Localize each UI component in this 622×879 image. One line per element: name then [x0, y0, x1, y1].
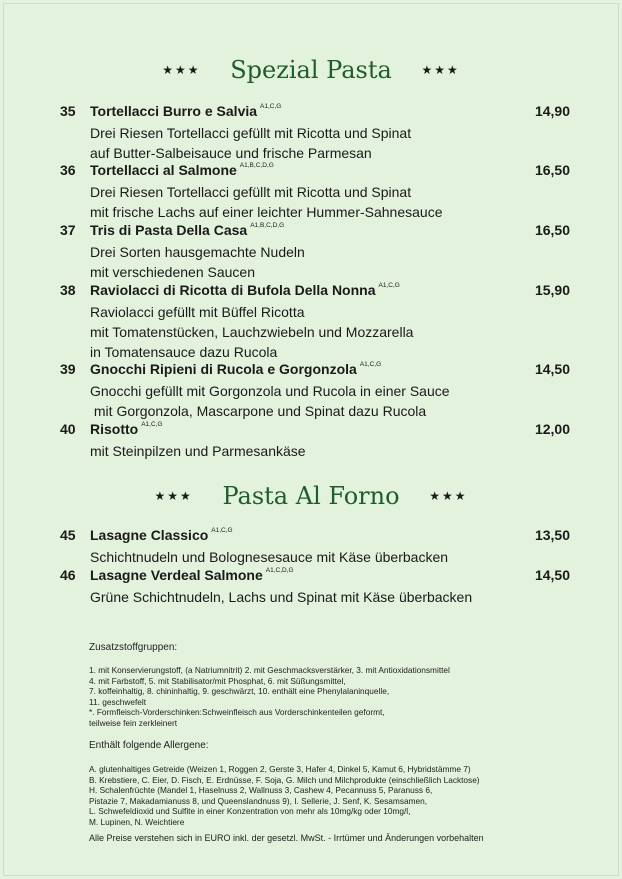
item-price: 14,50 [534, 567, 570, 583]
item-description: Grüne Schichtnudeln, Lachs und Spinat mit Käse überbacken [90, 589, 473, 605]
item-price: 15,90 [534, 282, 570, 298]
stars-right: ★★★ [421, 62, 460, 77]
item-name: Risotto $^{A1,C,G}$ [90, 421, 163, 437]
item-price: 13,50 [534, 527, 570, 543]
item-price: 12,00 [534, 421, 570, 437]
section-heading-spezial-pasta [0, 56, 622, 84]
item-number: 38 [60, 282, 76, 298]
item-price: 14,50 [534, 361, 570, 377]
item-name: Lasagne Classico $^{A1,C,G}$ [90, 527, 233, 543]
allergen-codes: A1,B,C,D,G [250, 222, 285, 229]
price-disclaimer: Alle Preise verstehen sich in EURO inkl. der gesetzl. MwSt. - Irrtümer und Änderungen vorbehalten [89, 833, 484, 843]
stars-left: ★★★ [154, 488, 193, 503]
item-description: Schichtnudeln und Bolognesesauce mit Käse überbacken [90, 549, 449, 565]
item-name: Tris di Pasta Della Casa $^{A1,B,C,D,G}$ [90, 222, 285, 238]
item-name: Raviolacci di Ricotta di Bufola Della Nonna $^{A1,C,G}$ [90, 282, 400, 298]
additives-heading: Zusatzstoffgruppen: [89, 642, 178, 653]
additives-text: 1. mit Konservierungstoff, (a Natriumnitrit) 2. mit Geschmacksverstärker, 3. mit Antioxidationsmittel 4. mit Farbstoff, 5. mit Stabilisator/mit Phosphat, 6. mit Süßungsmittel, 7. koffeinhaltig, 8. chininhaltig, 9. geschwärzt, 10. enthält eine Phenylalaninquelle, 11. geschwefelt *. Formfleisch-Vorderschinken:Schweinfleisch aus Vorderschinkenteilen geformt, teilweise fein zerkleinert [89, 665, 450, 728]
item-number: 37 [60, 222, 76, 238]
stars-right: ★★★ [429, 488, 468, 503]
item-price: 16,50 [534, 162, 570, 178]
allergen-codes: A1,B,C,D,G [239, 162, 274, 169]
section-title: Pasta Al Forno [222, 482, 400, 510]
item-description: mit Steinpilzen und Parmesankäse [90, 443, 306, 459]
allergen-codes: A1,C,D,G [265, 567, 294, 574]
allergens-text: A. glutenhaltiges Getreide (Weizen 1, Roggen 2, Gerste 3, Hafer 4, Dinkel 5, Kamut 6, Hybridstämme 7) B. Krebstiere, C. Eier, D. Fisch, E. Erdnüsse, F. Soja, G. Milch und Milchprodukte (einschließlich Lacktose) H. Schalenfrüchte (Mandel 1, Haselnuss 2, Wallnuss 3, Cashew 4, Pecannuss 5, Paranuss 6, Pistazie 7, Makadamianuss 8, und Queenslandnuss 9), I. Sellerie, J. Senf, K. Sesamsamen, L. Schwefeldioxid und Sulfite in einer Konzentration von mehr als 10mg/kg oder 10mg/l, M. Lupinen, N. Weichtiere [89, 764, 480, 827]
section-title: Spezial Pasta [230, 56, 392, 84]
item-number: 36 [60, 162, 76, 178]
allergen-codes: A1,C,G [359, 361, 382, 368]
item-number: 45 [60, 527, 76, 543]
allergens-heading: Enthält folgende Allergene: [89, 740, 209, 751]
allergen-codes: A1,C,G [211, 527, 233, 534]
item-description: Drei Riesen Tortellacci gefüllt mit Ricotta und Spinat auf Butter-Salbeisauce und frische Parmesan [90, 125, 412, 161]
item-name: Tortellacci Burro e Salvia $^{A1,C,G}$ [90, 103, 282, 119]
item-name: Gnocchi Ripieni di Rucola e Gorgonzola $^{A1,C,G}$ [90, 361, 382, 377]
item-price: 14,90 [534, 103, 570, 119]
item-name: Lasagne Verdeal Salmone $^{A1,C,D,G}$ [90, 567, 294, 583]
item-number: 39 [60, 361, 76, 377]
allergen-codes: A1,C,G [141, 421, 163, 428]
item-number: 40 [60, 421, 76, 437]
item-description: Drei Riesen Tortellacci gefüllt mit Ricotta und Spinat mit frische Lachs auf einer leichter Hummer-Sahnesauce [90, 184, 443, 220]
item-number: 46 [60, 567, 76, 583]
allergen-codes: A1,C,G [378, 282, 400, 289]
item-price: 16,50 [534, 222, 570, 238]
section-heading-pasta-al-forno [0, 482, 622, 510]
stars-left: ★★★ [162, 62, 201, 77]
allergen-codes: A1,C,G [260, 103, 282, 110]
item-description: Gnocchi gefüllt mit Gorgonzola und Rucola in einer Sauce mit Gorgonzola, Mascarpone und Spinat dazu Rucola [90, 383, 450, 419]
item-description: Drei Sorten hausgemachte Nudeln mit verschiedenen Saucen [90, 244, 305, 280]
item-description: Raviolacci gefüllt mit Büffel Ricotta mit Tomatenstücken, Lauchzwiebeln und Mozzarella in Tomatensauce dazu Rucola [90, 304, 414, 360]
item-name: Tortellacci al Salmone $^{A1,B,C,D,G}$ [90, 162, 274, 178]
item-number: 35 [60, 103, 76, 119]
